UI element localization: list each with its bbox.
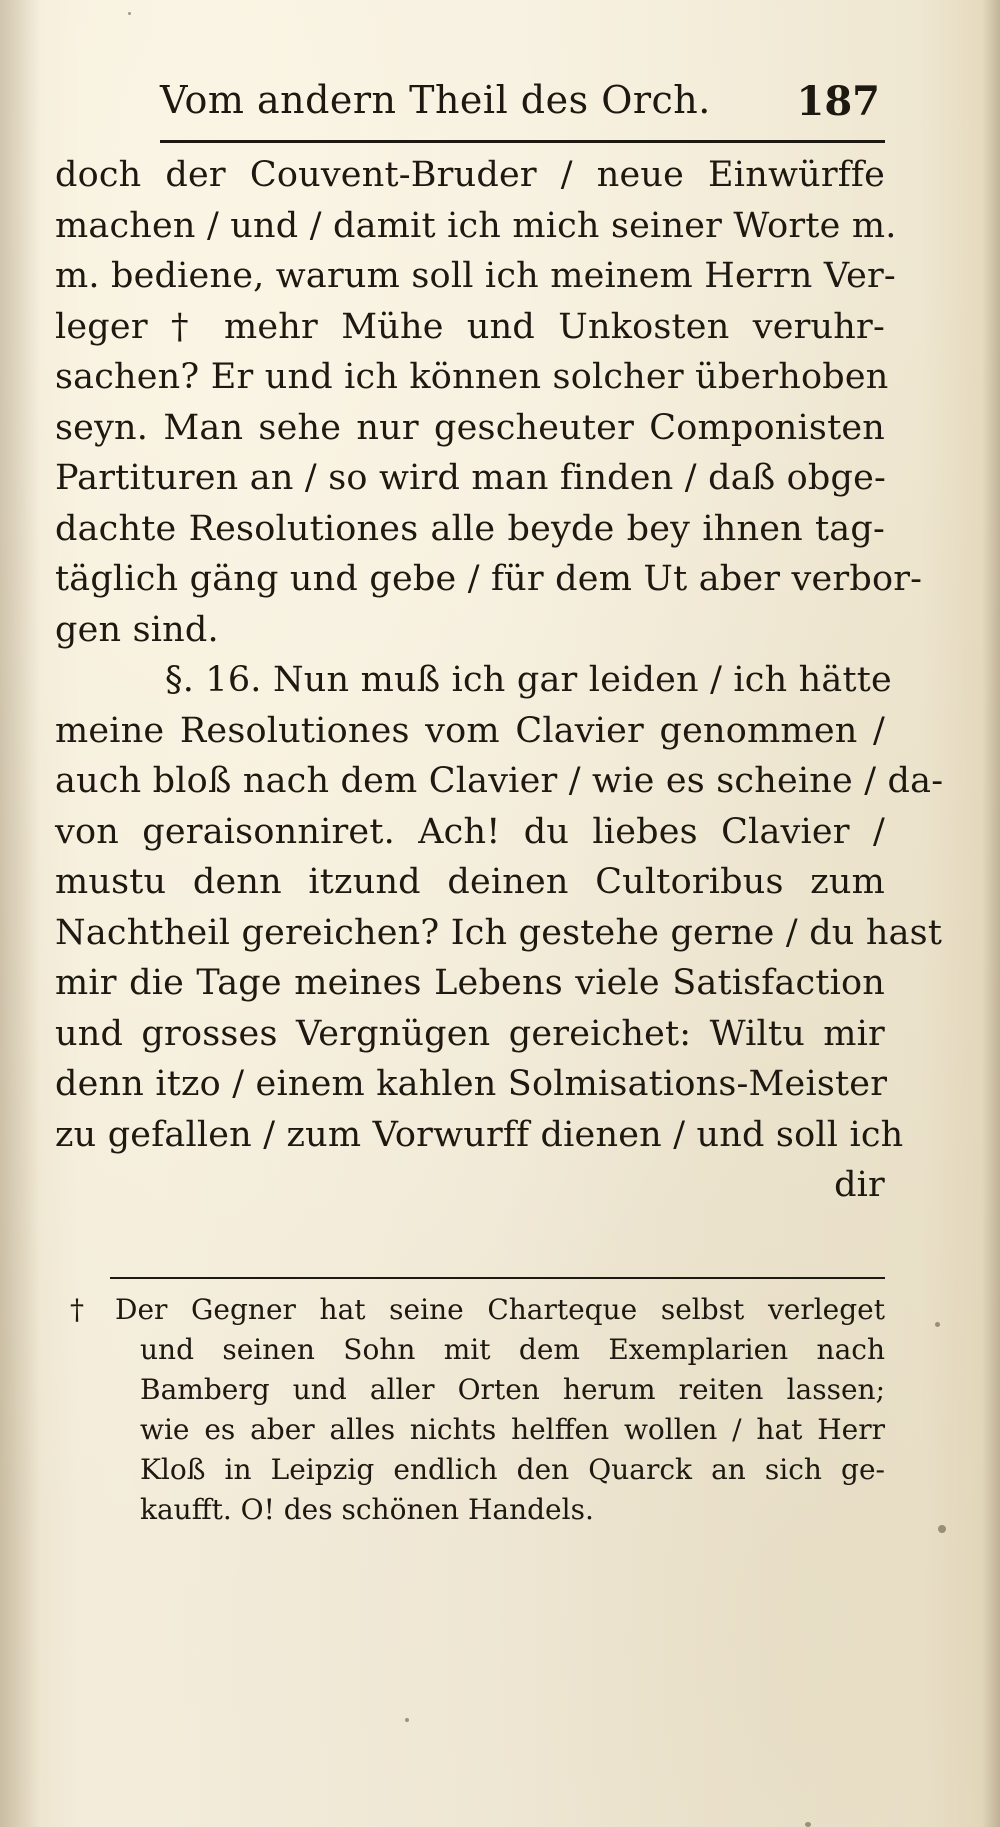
footnote-text: Der Gegner hat seine Charteque selbst verleget [115,1293,885,1326]
main-text [55,150,944,1211]
text-line: dachte Resolutiones alle beyde bey ihnen tag- [55,508,885,549]
text-line: gen sind. [55,609,219,650]
text-line: sachen? Er und ich können solcher überhoben [55,357,889,397]
spine-shadow [0,0,40,1827]
text-line: von geraisonniret. Ach! du liebes Clavier / [55,811,885,852]
page-header [160,78,880,138]
footnote-line: wie es aber alles nichts helffen wollen / hat Herr [140,1413,885,1446]
section-start-line: §. 16. Nun muß ich gar leiden / ich hätte [165,660,892,700]
page-edge-shadow [982,0,1000,1827]
running-head: Vom andern Theil des Orch. [160,78,711,122]
footnote-line [70,1290,885,1330]
text-line: täglich gäng und gebe / für dem Ut aber verbor- [55,559,923,599]
text-line: Partituren an / so wird man finden / daß obge- [55,458,887,498]
text-line: doch der Couvent-Bruder / neue Einwürffe [55,155,885,195]
text-line: meine Resolutiones vom Clavier genommen / [55,710,885,751]
footnote-line: und seinen Sohn mit dem Exemplarien nach [140,1333,885,1366]
text-line: mustu denn itzund deinen Cultoribus zum [55,862,885,902]
text-line: machen / und / damit ich mich seiner Worte m. [55,205,897,246]
dagger-marker: † [70,1293,84,1326]
text-line: zu gefallen / zum Vorwurff dienen / und soll ich [55,1114,904,1155]
text-line: denn itzo / einem kahlen Solmisations-Meister [55,1064,888,1104]
footnote-line: Kloß in Leipzig endlich den Quarck an sich ge- [140,1453,885,1486]
text-line: m. bediene, warum soll ich meinem Herrn Ver- [55,256,896,296]
footnote [70,1290,885,1530]
text-line: und grosses Vergnügen gereichet: Wiltu mir [55,1013,885,1054]
page-number: 187 [796,78,880,125]
header-rule [160,140,885,143]
text-line: Nachtheil gereichen? Ich gestehe gerne / du hast [55,912,943,953]
text-line: mir die Tage meines Lebens viele Satisfaction [55,963,885,1003]
footnote-line: Bamberg und aller Orten herum reiten lassen; [140,1373,885,1406]
text-line: seyn. Man sehe nur gescheuter Componisten [55,407,885,448]
footnote-rule [110,1277,885,1279]
footnote-line: kaufft. O! des schönen Handels. [140,1493,594,1526]
catchword: dir [834,1165,885,1205]
text-line: auch bloß nach dem Clavier / wie es scheine / da- [55,761,944,801]
text-line: leger † mehr Mühe und Unkosten veruhr- [55,306,885,347]
